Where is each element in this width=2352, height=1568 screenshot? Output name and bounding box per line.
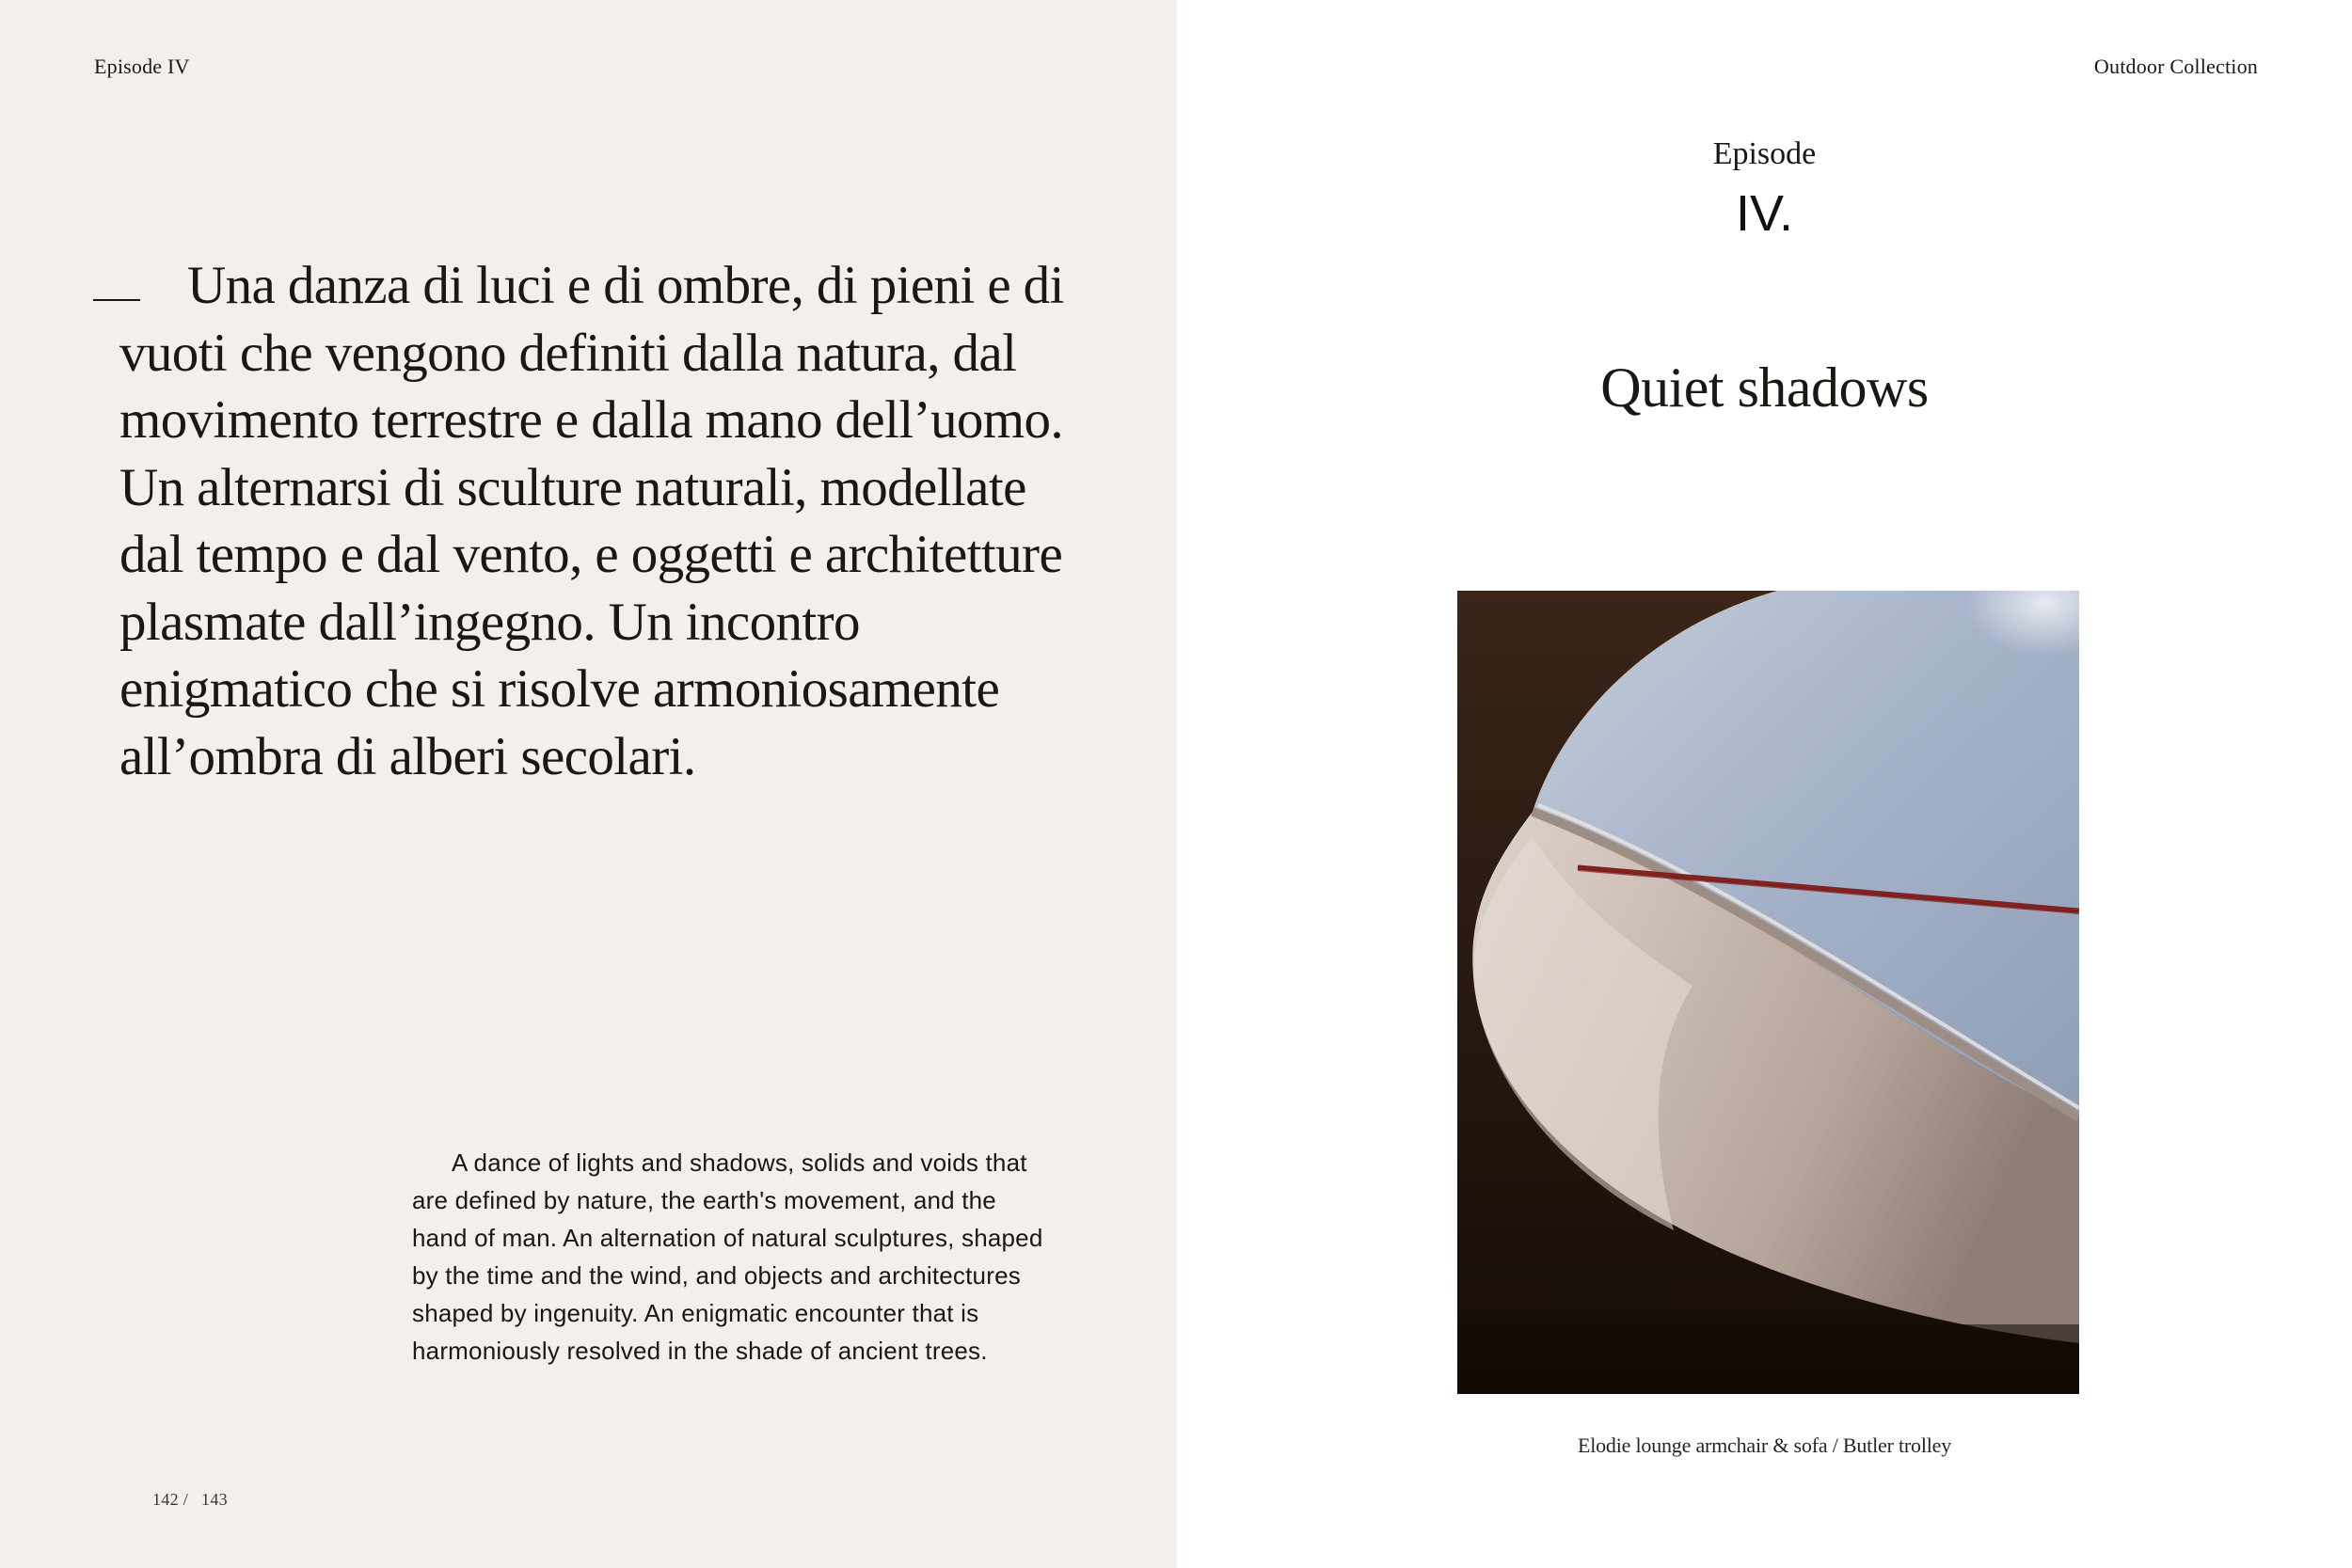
photo-illustration: [1457, 591, 2079, 1394]
english-text: A dance of lights and shadows, solids and voids that are defined by nature, the earth's movement, and the hand of man. An alternation of natural sculptures, shaped by the time and the wind, and objects and architectures shaped by ingenuity. An enigmatic encounter that is harmoniously resolved in the shade of ancient trees.: [412, 1148, 1043, 1365]
running-head-left: Episode IV: [94, 55, 190, 78]
architecture-photo: [1457, 591, 2079, 1394]
em-dash-rule: [93, 299, 140, 301]
italian-text: Una danza di luci e di ombre, di pieni e di vuoti che vengono definiti dalla natura, dal movimento terrestre e dalla mano dell’uomo. Un alternarsi di sculture naturali, modellate dal tempo e dal vento, e oggetti e architetture plasmate dall’ingegno. Un incontro enigmatico che si risolve armoniosamente all’ombra di alberi secolari.: [119, 256, 1064, 786]
page-numbers: [152, 1490, 241, 1510]
photo-caption: Elodie lounge armchair & sofa / Butler trolley: [1577, 1433, 1952, 1457]
page-number-right: 143: [201, 1490, 228, 1509]
episode-label: Episode: [1712, 136, 1817, 171]
page-number-left: 142 /: [152, 1490, 189, 1509]
right-page: [1177, 0, 2352, 1568]
running-head-right: Outdoor Collection: [2093, 55, 2258, 78]
chapter-title: Quiet shadows: [1600, 356, 1929, 419]
episode-numeral: IV.: [1735, 185, 1794, 242]
italian-paragraph: [93, 252, 1090, 790]
